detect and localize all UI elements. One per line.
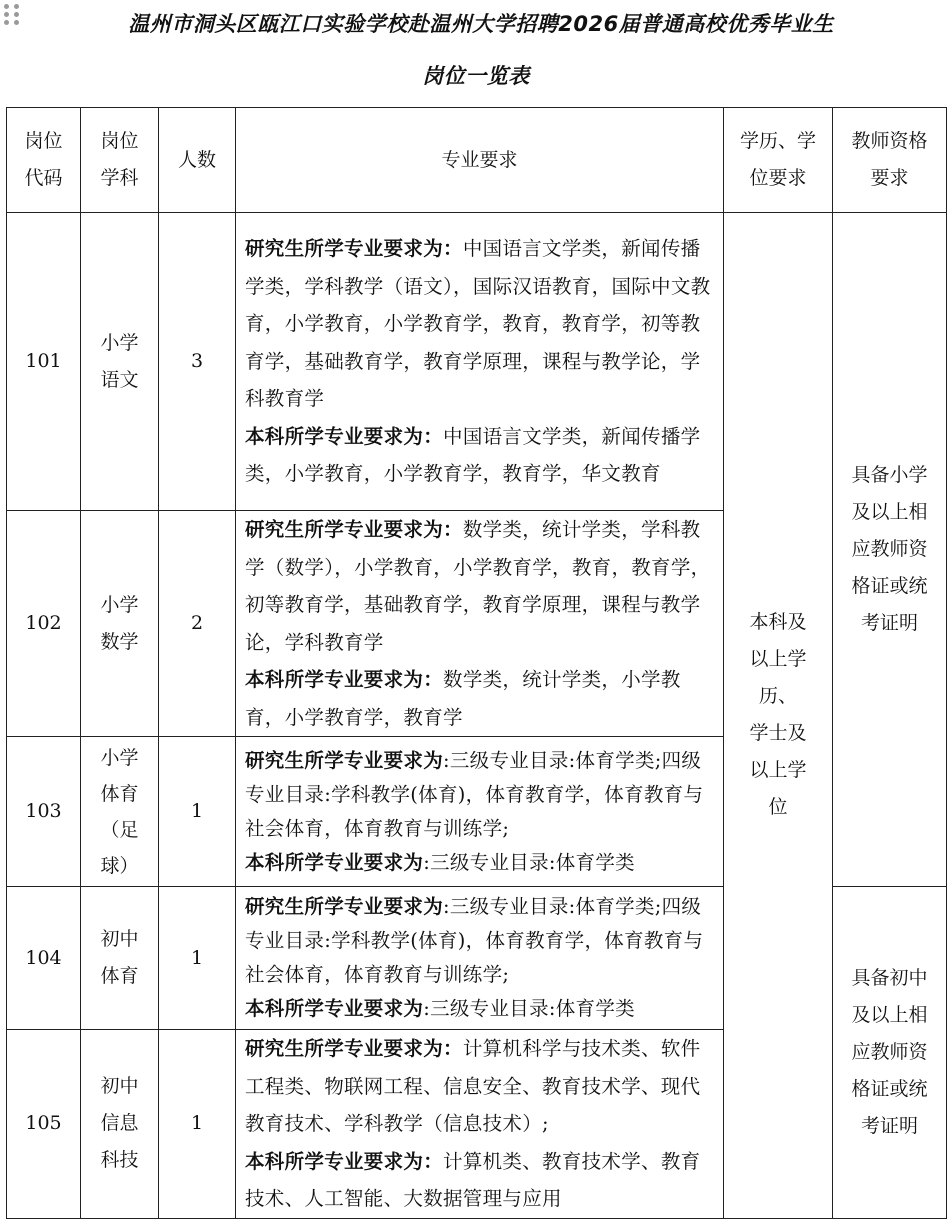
undergrad-majors: 数学类，统计学类，小学教育，小学教育学，教育学 xyxy=(245,668,681,729)
post-code: 101 xyxy=(7,213,81,511)
post-subject: 小学 语文 xyxy=(81,213,159,511)
post-code: 104 xyxy=(7,887,81,1030)
graduate-label: 研究生所学专业要求为： xyxy=(245,518,463,541)
undergrad-majors: :三级专业目录:体育学类 xyxy=(423,997,635,1020)
undergrad-label: 本科所学专业要求为： xyxy=(245,424,444,448)
header-code: 岗位 代码 xyxy=(7,108,81,213)
post-code: 102 xyxy=(7,511,81,737)
graduate-majors: :三级专业目录:体育学类;四级专业目录:学科教学(体育)，体育教育学，体育教育与社会体育，体育教育与训练学; xyxy=(245,748,704,840)
post-subject: 初中 信息 科技 xyxy=(81,1030,159,1219)
undergrad-majors: 中国语言文学类，新闻传播学类，小学教育，小学教育学，教育学，华文教育 xyxy=(245,424,701,486)
post-count: 1 xyxy=(159,737,236,887)
table-row xyxy=(7,213,947,511)
header-certificate: 教师资格 要求 xyxy=(833,108,947,213)
certificate-middle: 具备初中 及以上相 应教师资 格证或统 考证明 xyxy=(833,887,947,1219)
major-requirements xyxy=(236,213,724,511)
major-requirements xyxy=(236,1030,724,1219)
post-count: 3 xyxy=(159,213,236,511)
major-requirements xyxy=(236,737,724,887)
certificate-primary: 具备小学 及以上相 应教师资 格证或统 考证明 xyxy=(833,213,947,887)
post-count: 1 xyxy=(159,887,236,1030)
major-requirements xyxy=(236,887,724,1030)
post-count: 1 xyxy=(159,1030,236,1219)
graduate-label: 研究生所学专业要求为 xyxy=(245,895,444,918)
document-title-line1: 温州市洞头区瓯江口实验学校赴温州大学招聘2026届普通高校优秀毕业生 xyxy=(128,12,834,36)
graduate-majors: 计算机科学与技术类、软件工程类、物联网工程、信息安全、教育技术学、现代教育技术、学科教学（信息技术）; xyxy=(245,1037,701,1135)
table-header-row xyxy=(7,108,947,213)
graduate-label: 研究生所学专业要求为 xyxy=(245,748,444,772)
graduate-majors: 中国语言文学类，新闻传播学类，学科教学（语文），国际汉语教育，国际中文教育，小学教育，小学教育学，教育，教育学，初等教育学，基础教育学，教育学原理，课程与教学论，学科教育学 xyxy=(245,237,711,411)
post-subject: 小学 数学 xyxy=(81,511,159,737)
undergrad-majors: 计算机类、教育技术学、教育技术、人工智能、大数据管理与应用 xyxy=(245,1149,701,1210)
undergrad-label: 本科所学专业要求为： xyxy=(245,668,444,691)
header-count: 人数 xyxy=(159,108,236,213)
post-subject: 小学 体育 （足 球） xyxy=(81,737,159,887)
document-title-line2: 岗位一览表 xyxy=(422,64,530,88)
post-count: 2 xyxy=(159,511,236,737)
post-subject: 初中 体育 xyxy=(81,887,159,1030)
post-code: 103 xyxy=(7,737,81,887)
positions-table xyxy=(6,107,947,1219)
major-requirements xyxy=(236,511,724,737)
header-education: 学历、学 位要求 xyxy=(724,108,833,213)
undergrad-majors: :三级专业目录:体育学类 xyxy=(423,850,635,874)
undergrad-label: 本科所学专业要求为： xyxy=(245,1149,444,1173)
undergrad-label: 本科所学专业要求为 xyxy=(245,850,424,874)
graduate-label: 研究生所学专业要求为： xyxy=(245,237,463,261)
education-requirement: 本科及 以上学 历、 学士及 以上学 位 xyxy=(724,213,833,1219)
post-code: 105 xyxy=(7,1030,81,1219)
graduate-majors: 数学类，统计学类，学科教学（数学），小学教育，小学教育学，教育，教育学，初等教育学，基础教育学，教育学原理，课程与教学论，学科教育学 xyxy=(245,518,711,654)
undergrad-label: 本科所学专业要求为 xyxy=(245,997,424,1020)
graduate-label: 研究生所学专业要求为： xyxy=(245,1037,463,1060)
header-major: 专业要求 xyxy=(236,108,724,213)
header-subject: 岗位 学科 xyxy=(81,108,159,213)
graduate-majors: :三级专业目录:体育学类;四级专业目录:学科教学(体育)，体育教育学，体育教育与社会体育，体育教育与训练学; xyxy=(245,895,704,986)
